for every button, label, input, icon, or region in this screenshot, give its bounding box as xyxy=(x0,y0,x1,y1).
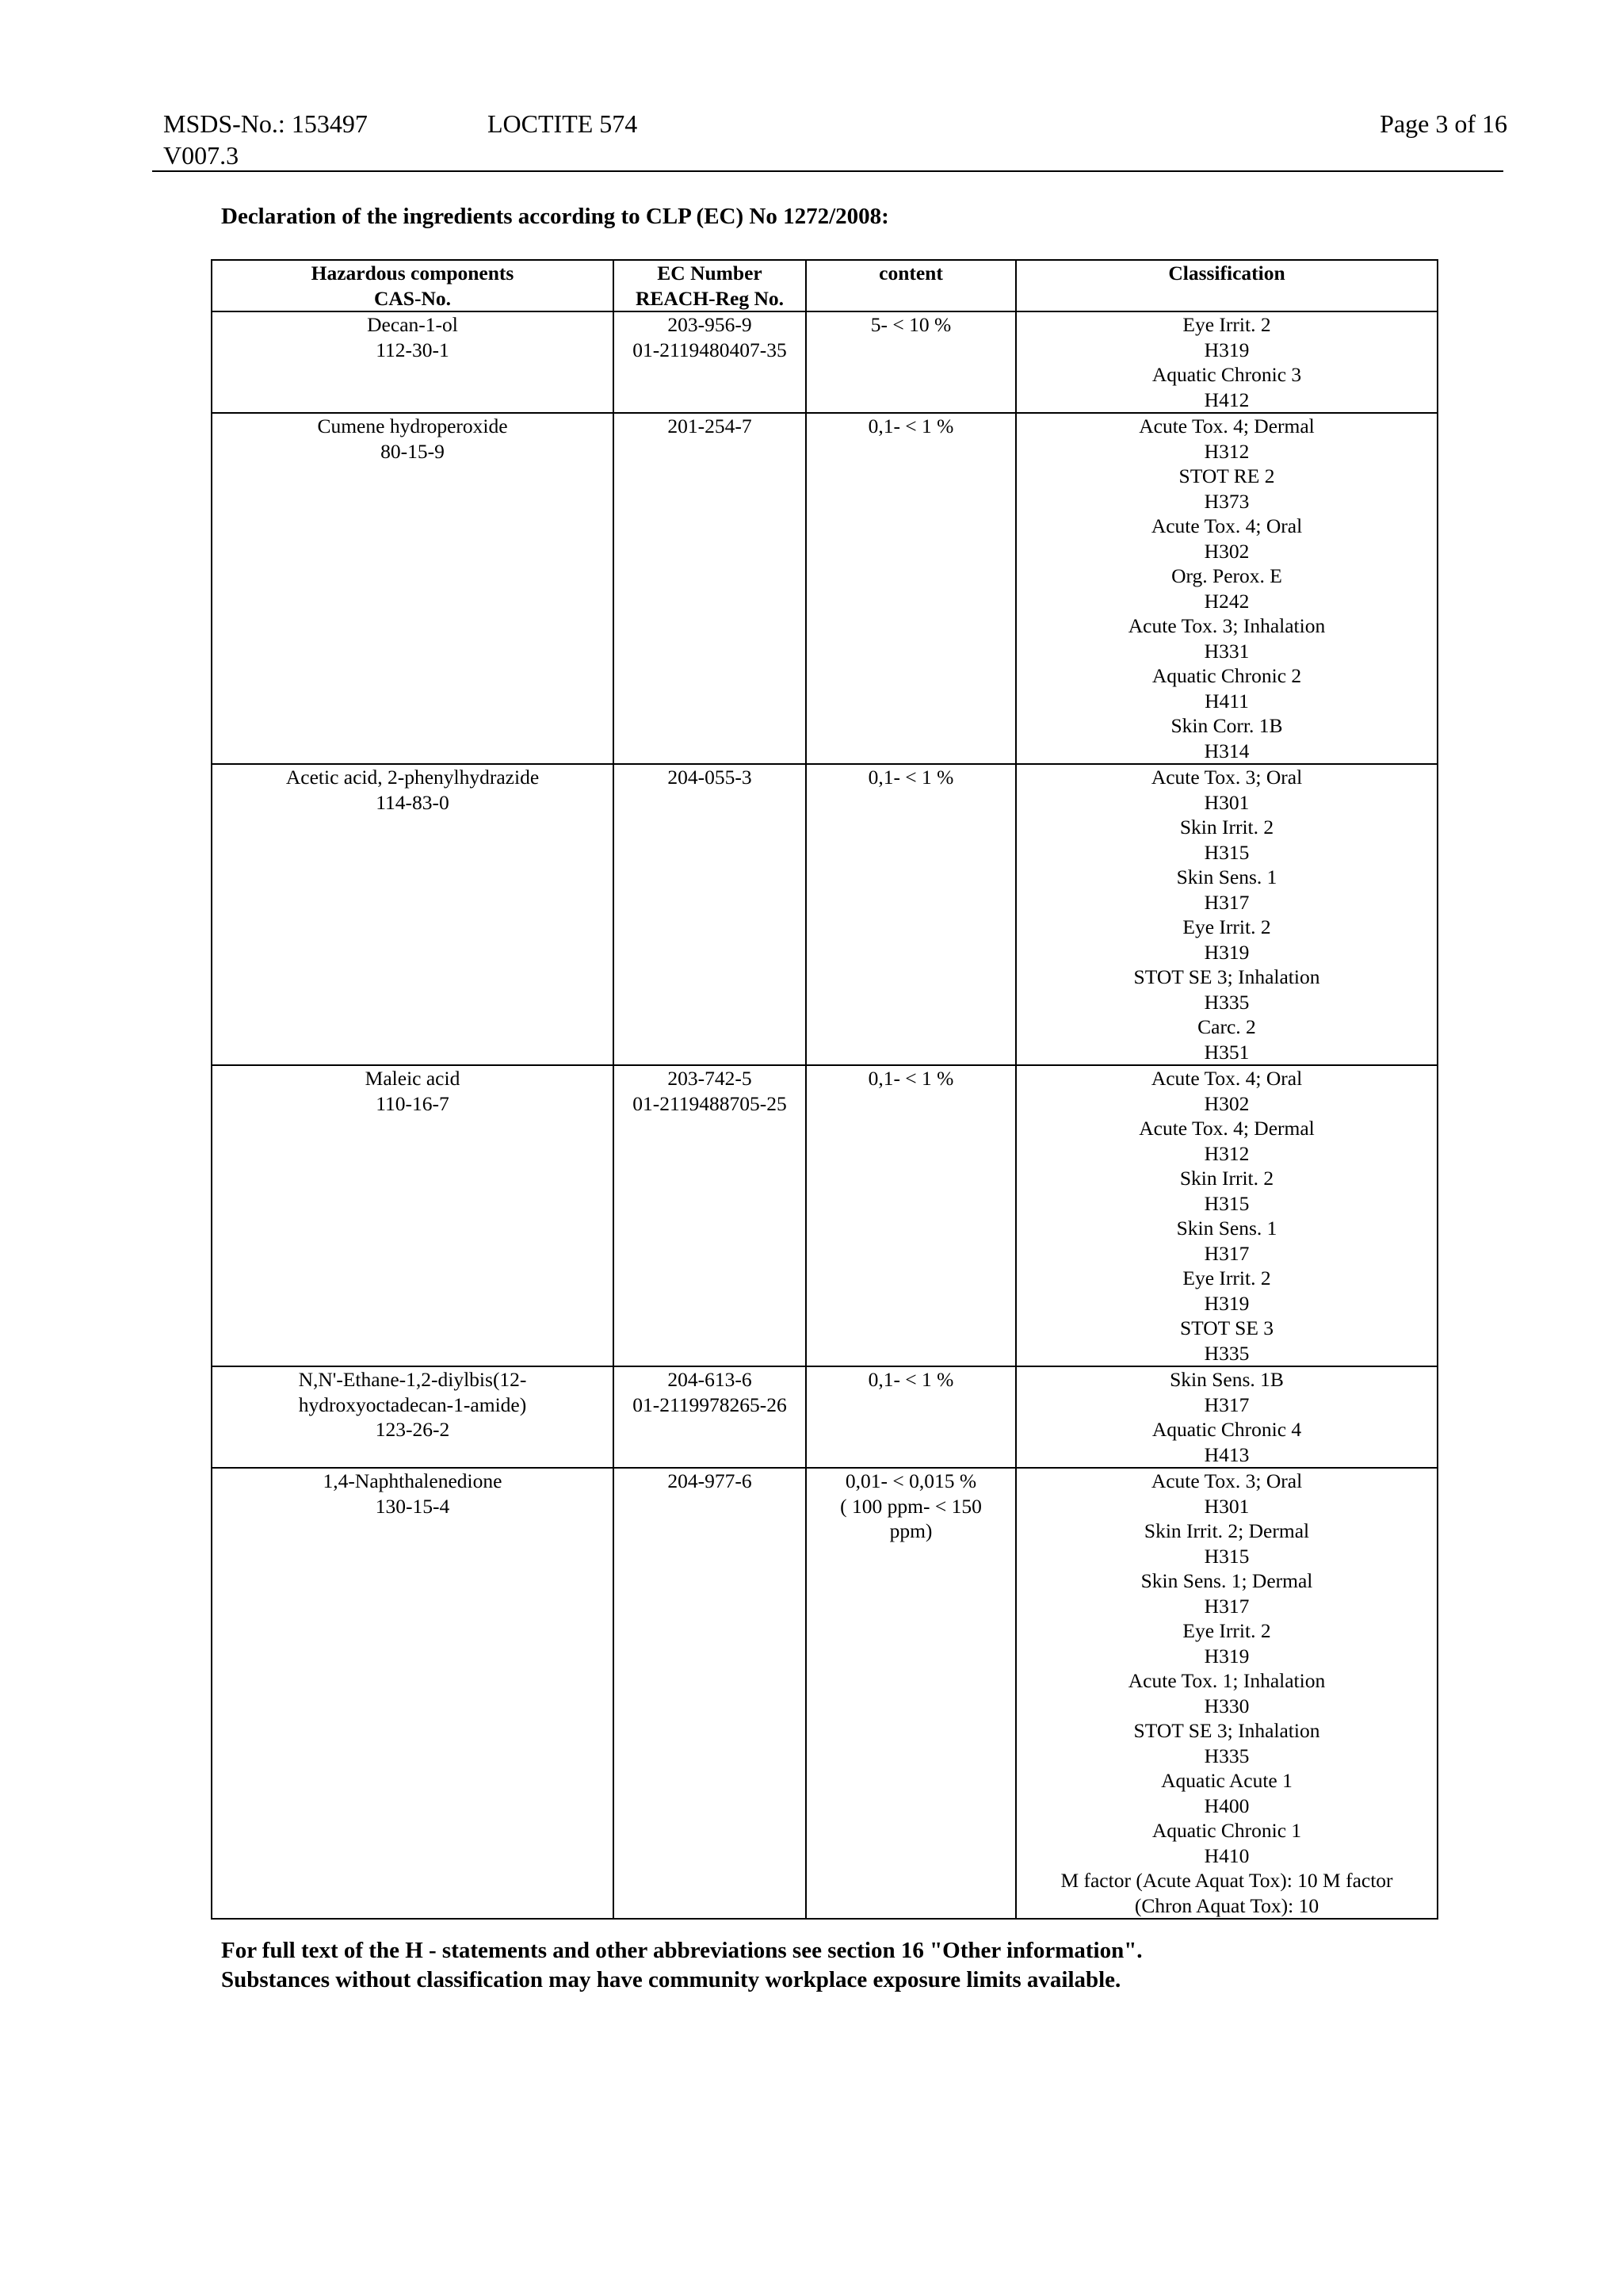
cell-line: 204-055-3 xyxy=(667,766,752,789)
footnote-exposure-limits: Substances without classification may have community workplace exposure limits available. xyxy=(221,1967,1121,1992)
cell-line: 114-83-0 xyxy=(376,790,449,814)
cell-line: Skin Sens. 1; Dermal xyxy=(1140,1569,1313,1592)
cell-line: H315 xyxy=(1204,1191,1250,1215)
cell-line: 80-15-9 xyxy=(380,439,445,463)
cell-line: Aquatic Chronic 1 xyxy=(1151,1819,1302,1842)
cell-line: 0,01- < 0,015 % xyxy=(845,1469,977,1492)
header-classification xyxy=(1016,260,1438,311)
component-cell xyxy=(212,1065,613,1366)
cell-line: 0,1- < 1 % xyxy=(868,415,954,437)
cell-line: 01-2119978265-26 xyxy=(632,1392,787,1416)
cell-line: H335 xyxy=(1204,990,1250,1014)
cell-line: Aquatic Chronic 4 xyxy=(1151,1418,1302,1441)
page-number: Page 3 of 16 xyxy=(1380,109,1507,138)
cell-line: H335 xyxy=(1204,1744,1250,1767)
cell-line: CAS-No. xyxy=(373,286,452,310)
classification-cell xyxy=(1016,1366,1438,1468)
cell-line: Acute Tox. 3; Oral xyxy=(1151,766,1303,789)
cell-line: H242 xyxy=(1204,589,1250,613)
cell-line: H317 xyxy=(1204,1392,1250,1416)
cell-line: H351 xyxy=(1204,1040,1250,1064)
cell-line: H319 xyxy=(1204,1644,1250,1668)
component-cell xyxy=(212,1366,613,1468)
content-cell xyxy=(806,1366,1016,1468)
cell-line: EC Number xyxy=(657,262,762,285)
component-cell xyxy=(212,764,613,1065)
declaration-title: Declaration of the ingredients according to CLP (EC) No 1272/2008: xyxy=(221,204,889,229)
cell-line: H412 xyxy=(1204,388,1250,411)
cell-line: Skin Irrit. 2 xyxy=(1179,816,1274,839)
cell-line: H400 xyxy=(1204,1794,1250,1817)
content-cell xyxy=(806,764,1016,1065)
cell-line: 110-16-7 xyxy=(376,1091,449,1115)
cell-line: Acetic acid, 2-phenylhydrazide xyxy=(285,766,540,789)
cell-line: Acute Tox. 3; Oral xyxy=(1151,1469,1303,1492)
cell-line: H302 xyxy=(1204,1091,1250,1115)
product-name: LOCTITE 574 xyxy=(487,109,638,138)
cell-line: H335 xyxy=(1204,1341,1250,1365)
cell-line: Eye Irrit. 2 xyxy=(1182,1266,1271,1289)
cell-line: Eye Irrit. 2 xyxy=(1182,313,1271,336)
cell-line: Hazardous components xyxy=(311,262,514,285)
cell-line: H312 xyxy=(1204,1141,1250,1165)
cell-line: H319 xyxy=(1204,338,1250,361)
header-content xyxy=(806,260,1016,311)
cell-line: Skin Sens. 1B xyxy=(1170,1368,1284,1391)
header-components xyxy=(212,260,613,311)
classification-cell xyxy=(1016,311,1438,413)
cell-line: H319 xyxy=(1204,1291,1250,1315)
cell-line: Org. Perox. E xyxy=(1171,564,1282,587)
cell-line: H411 xyxy=(1205,689,1249,712)
cell-line: Acute Tox. 3; Inhalation xyxy=(1128,614,1326,637)
cell-line: Skin Irrit. 2; Dermal xyxy=(1144,1519,1310,1542)
cell-line: Decan-1-ol xyxy=(367,313,458,336)
cell-line: H315 xyxy=(1204,1544,1250,1568)
cell-line: H312 xyxy=(1204,439,1250,463)
cell-line: 01-2119480407-35 xyxy=(632,338,787,361)
cell-line: H302 xyxy=(1204,539,1250,563)
cell-line: H410 xyxy=(1204,1843,1250,1867)
ec-number-cell xyxy=(613,1065,806,1366)
cell-line: 203-956-9 xyxy=(667,313,752,336)
classification-cell xyxy=(1016,1065,1438,1366)
cell-line: 201-254-7 xyxy=(667,415,752,437)
table-row xyxy=(212,764,1438,1065)
cell-line: H319 xyxy=(1204,940,1250,964)
ec-number-cell xyxy=(613,311,806,413)
msds-number: MSDS-No.: 153497 xyxy=(163,109,368,138)
content-cell xyxy=(806,311,1016,413)
cell-line: Aquatic Chronic 3 xyxy=(1151,363,1302,386)
classification-cell xyxy=(1016,764,1438,1065)
table-row xyxy=(212,1366,1438,1468)
cell-line: Eye Irrit. 2 xyxy=(1182,915,1271,938)
cell-line: ppm) xyxy=(889,1519,933,1542)
cell-line: H314 xyxy=(1204,739,1250,762)
cell-line: Acute Tox. 4; Dermal xyxy=(1139,415,1315,437)
cell-line: H315 xyxy=(1204,840,1250,864)
cell-line: Acute Tox. 1; Inhalation xyxy=(1128,1669,1326,1692)
cell-line: Acute Tox. 4; Oral xyxy=(1151,514,1303,537)
ec-number-cell xyxy=(613,1366,806,1468)
cell-line: STOT SE 3; Inhalation xyxy=(1133,1719,1320,1742)
header-rule xyxy=(152,170,1503,172)
cell-line: Eye Irrit. 2 xyxy=(1182,1619,1271,1642)
cell-line: 0,1- < 1 % xyxy=(868,1368,954,1391)
cell-line: Carc. 2 xyxy=(1197,1015,1256,1038)
table-header-row xyxy=(212,260,1438,311)
classification-cell xyxy=(1016,1468,1438,1919)
cell-line: 204-613-6 xyxy=(667,1368,752,1391)
cell-line: H317 xyxy=(1204,1594,1250,1618)
component-cell xyxy=(212,413,613,764)
cell-line: 1,4-Naphthalenedione xyxy=(323,1469,502,1492)
table-row xyxy=(212,1468,1438,1919)
cell-line: (Chron Aquat Tox): 10 xyxy=(1134,1893,1319,1917)
footnotes xyxy=(221,1936,1143,1995)
cell-line: H373 xyxy=(1204,489,1250,513)
cell-line: STOT SE 3 xyxy=(1179,1316,1274,1339)
cell-line: Aquatic Chronic 2 xyxy=(1151,664,1302,687)
header-ec-number xyxy=(613,260,806,311)
cell-line: 203-742-5 xyxy=(667,1067,752,1090)
table-row xyxy=(212,311,1438,413)
cell-line: 130-15-4 xyxy=(375,1494,450,1518)
cell-line: 5- < 10 % xyxy=(870,313,952,336)
content-cell xyxy=(806,1468,1016,1919)
cell-line: 0,1- < 1 % xyxy=(868,766,954,789)
content-cell xyxy=(806,1065,1016,1366)
cell-line: Classification xyxy=(1168,262,1285,285)
cell-line: H413 xyxy=(1204,1442,1250,1466)
cell-line: H301 xyxy=(1204,790,1250,814)
ingredients-table xyxy=(211,259,1438,1920)
content-cell xyxy=(806,413,1016,764)
cell-line: H317 xyxy=(1204,1241,1250,1265)
cell-line: 0,1- < 1 % xyxy=(868,1067,954,1090)
cell-line: 01-2119488705-25 xyxy=(632,1091,787,1115)
component-cell xyxy=(212,311,613,413)
cell-line: STOT SE 3; Inhalation xyxy=(1133,965,1320,988)
cell-line: content xyxy=(879,262,943,285)
cell-line: H317 xyxy=(1204,890,1250,914)
cell-line: Skin Corr. 1B xyxy=(1170,714,1283,737)
cell-line: Skin Sens. 1 xyxy=(1176,865,1277,888)
cell-line: M factor (Acute Aquat Tox): 10 M factor xyxy=(1060,1869,1393,1892)
cell-line: Acute Tox. 4; Dermal xyxy=(1139,1117,1315,1140)
cell-line: Acute Tox. 4; Oral xyxy=(1151,1067,1303,1090)
classification-cell xyxy=(1016,413,1438,764)
cell-line: H330 xyxy=(1204,1694,1250,1717)
cell-line: Aquatic Acute 1 xyxy=(1161,1769,1293,1792)
cell-line: N,N'-Ethane-1,2-diylbis(12- xyxy=(298,1368,527,1391)
table-row xyxy=(212,413,1438,764)
cell-line: hydroxyoctadecan-1-amide) xyxy=(298,1392,527,1416)
table-row xyxy=(212,1065,1438,1366)
component-cell xyxy=(212,1468,613,1919)
cell-line: H331 xyxy=(1204,639,1250,663)
cell-line: 123-26-2 xyxy=(375,1418,450,1441)
cell-line: STOT RE 2 xyxy=(1178,464,1275,487)
cell-line: 204-977-6 xyxy=(667,1469,752,1492)
version-number: V007.3 xyxy=(163,141,239,170)
cell-line: Skin Sens. 1 xyxy=(1176,1217,1277,1240)
ec-number-cell xyxy=(613,764,806,1065)
cell-line: Skin Irrit. 2 xyxy=(1179,1167,1274,1190)
cell-line: 112-30-1 xyxy=(376,338,449,361)
cell-line: Cumene hydroperoxide xyxy=(317,415,508,437)
ec-number-cell xyxy=(613,413,806,764)
cell-line: ( 100 ppm- < 150 xyxy=(840,1494,982,1518)
ec-number-cell xyxy=(613,1468,806,1919)
cell-line: H301 xyxy=(1204,1494,1250,1518)
footnote-h-statements: For full text of the H - statements and other abbreviations see section 16 "Other information". xyxy=(221,1938,1143,1963)
cell-line: REACH-Reg No. xyxy=(636,286,784,310)
cell-line: Maleic acid xyxy=(365,1067,460,1090)
